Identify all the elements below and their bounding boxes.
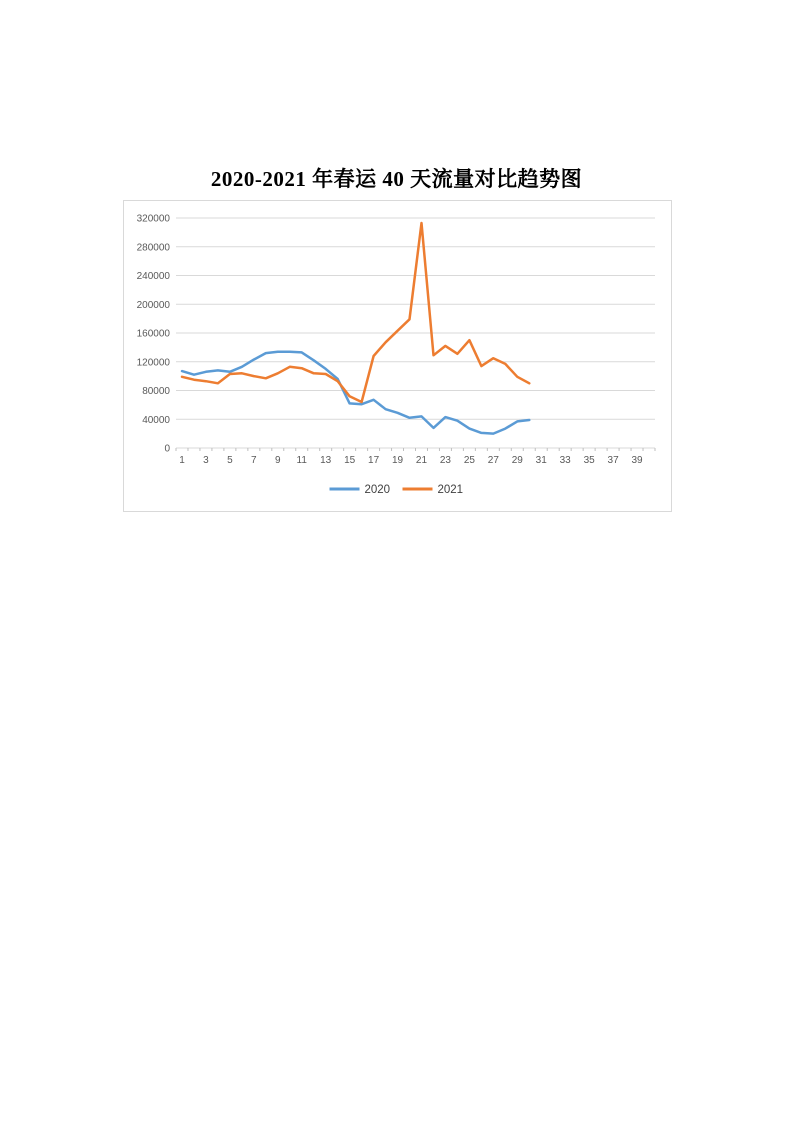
chart-title: 2020-2021 年春运 40 天流量对比趋势图 — [210, 167, 583, 191]
y-axis-label: 240000 — [136, 271, 170, 282]
y-axis-label: 160000 — [136, 328, 170, 340]
y-axis-label: 40000 — [142, 414, 170, 426]
y-axis-label: 320000 — [136, 213, 170, 225]
x-axis-label: 27 — [487, 455, 499, 466]
x-axis-label: 31 — [535, 455, 547, 466]
x-axis-label: 5 — [227, 455, 233, 466]
x-axis-label: 13 — [320, 455, 332, 466]
x-axis-label: 35 — [583, 455, 595, 466]
x-axis-label: 7 — [251, 455, 257, 466]
x-axis-label: 23 — [439, 455, 451, 466]
y-axis-label: 200000 — [136, 299, 170, 311]
y-axis-label: 280000 — [136, 242, 170, 254]
x-axis-label: 29 — [511, 455, 523, 466]
series-line-2021 — [182, 223, 529, 402]
x-axis-label: 9 — [275, 455, 281, 466]
x-axis-label: 15 — [344, 455, 356, 466]
y-axis-label: 80000 — [142, 386, 170, 397]
x-axis-label: 3 — [203, 455, 209, 466]
x-axis-label: 37 — [607, 455, 619, 466]
x-axis-label: 33 — [559, 455, 571, 466]
x-axis-label: 19 — [391, 455, 404, 466]
y-axis-label: 0 — [164, 443, 170, 455]
x-axis-label: 1 — [179, 455, 185, 466]
x-axis-label: 21 — [415, 455, 428, 466]
x-axis-label: 17 — [368, 455, 380, 466]
x-axis-label: 11 — [296, 455, 307, 466]
y-axis-label: 120000 — [136, 357, 170, 369]
series-line-2020 — [182, 352, 529, 434]
x-axis-label: 25 — [463, 455, 475, 466]
legend-label-2020: 2020 — [364, 484, 391, 496]
chart-frame — [123, 200, 672, 512]
x-axis-label: 39 — [631, 455, 643, 466]
legend-label-2021: 2021 — [437, 484, 464, 496]
chart-svg — [124, 201, 671, 511]
